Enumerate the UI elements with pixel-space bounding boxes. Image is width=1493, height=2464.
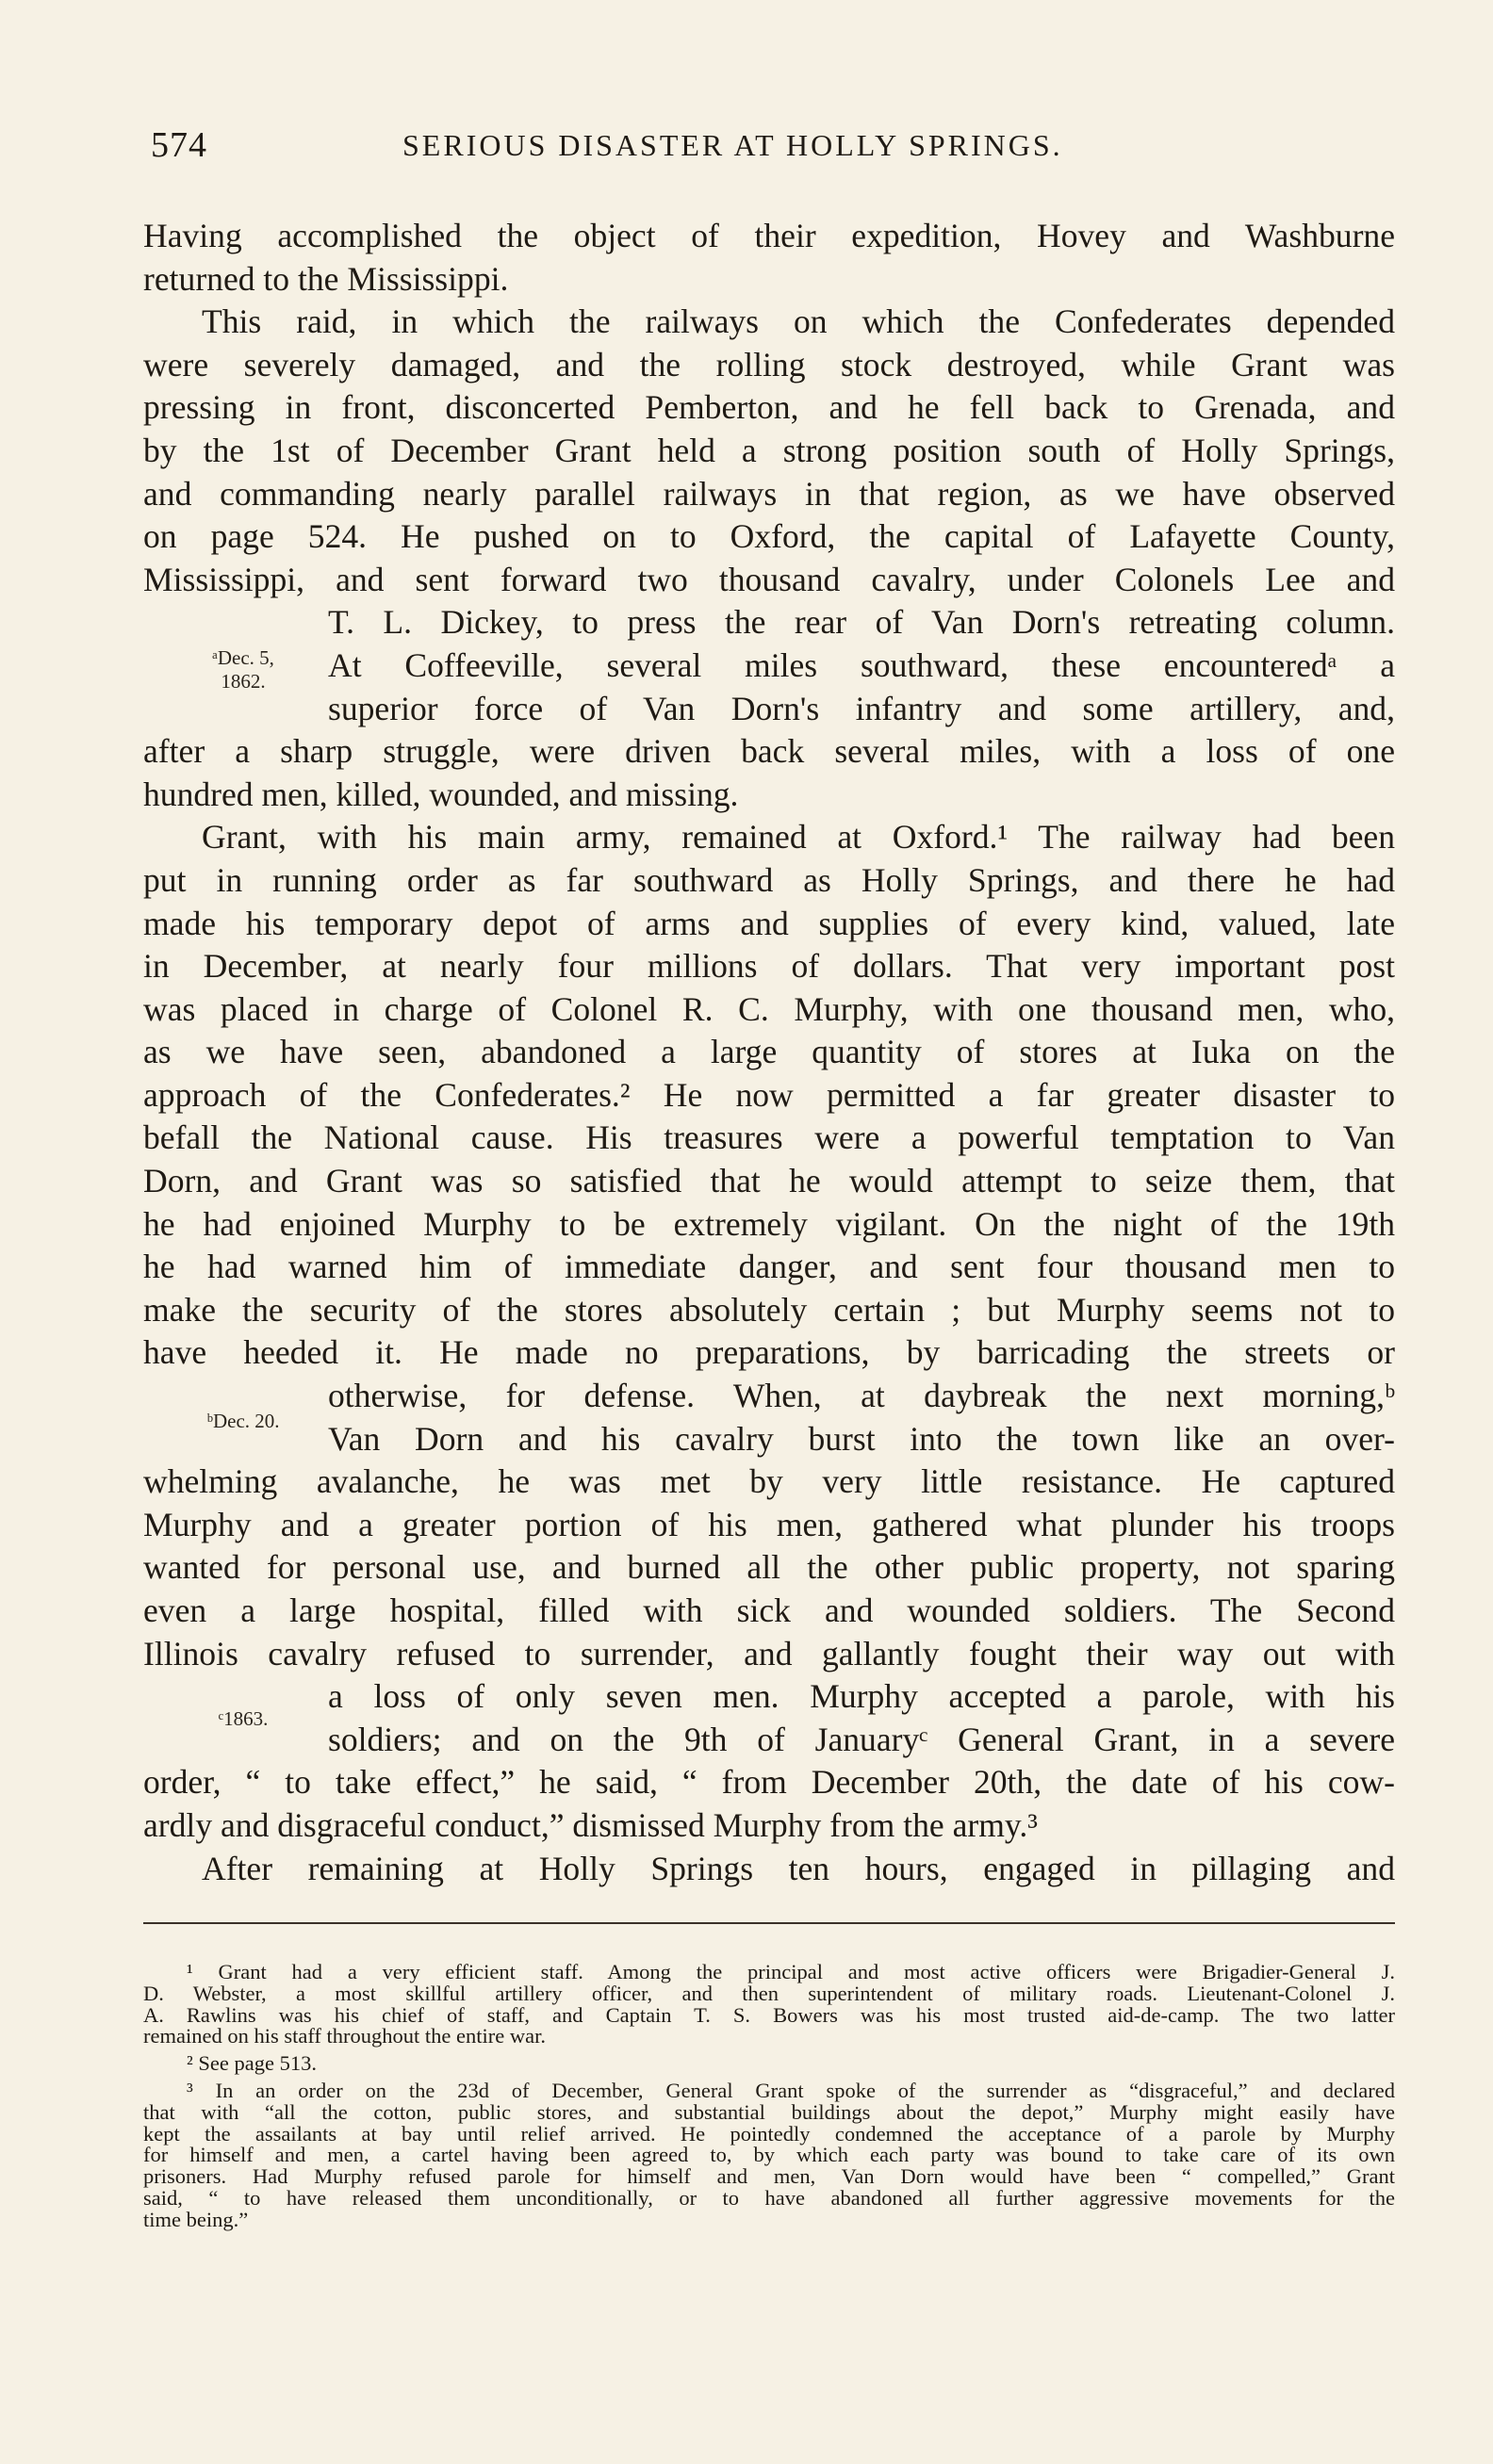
- body-line: he had warned him of immediate danger, and sent four thousand men to: [143, 1248, 1395, 1286]
- body-line: approach of the Confederates.² He now permitted a far greater disaster to: [143, 1075, 1395, 1114]
- body-line: Illinois cavalry refused to surrender, and gallantly fought their way out with: [143, 1634, 1395, 1673]
- footnote-line: for himself and men, a cartel having been agreed to, by which each party was bound to take care of its own: [143, 2143, 1395, 2167]
- body-line: hundred men, killed, wounded, and missing.: [143, 775, 739, 813]
- body-line: pressing in front, disconcerted Pemberton, and he fell back to Grenada, and: [143, 388, 1395, 427]
- footnote-line: remained on his staff throughout the entire war.: [143, 2024, 546, 2048]
- body-line: after a sharp struggle, were driven back several miles, with a loss of one: [143, 732, 1395, 771]
- sidenote-dec-20: ᵇDec. 20.: [206, 1410, 280, 1432]
- body-line: in December, at nearly four millions of dollars. That very important post: [143, 947, 1395, 986]
- body-line: he had enjoined Murphy to be extremely vigilant. On the night of the 19th: [143, 1204, 1395, 1243]
- footnote-rule: [143, 1922, 1395, 1924]
- body-line: Having accomplished the object of their expedition, Hovey and Washburne: [143, 217, 1395, 254]
- body-line: wanted for personal use, and burned all the other public property, not sparing: [143, 1548, 1395, 1587]
- footnote-line: that with “all the cotton, public stores, and substantial buildings about the depot,” Murphy might easily have: [143, 2099, 1395, 2124]
- body-line: by the 1st of December Grant held a strong position south of Holly Springs,: [143, 431, 1395, 469]
- footnote-line: ¹ Grant had a very efficient staff. Among the principal and most active officers were Brigadier-General J.: [187, 1960, 1395, 1983]
- body-line: Dorn, and Grant was so satisfied that he would attempt to seize them, that: [143, 1162, 1395, 1200]
- body-line: soldiers; and on the 9th of Januaryᶜ General Grant, in a severe: [328, 1720, 1395, 1758]
- body-line: were severely damaged, and the rolling stock destroyed, while Grant was: [143, 345, 1395, 383]
- body-line: put in running order as far southward as Holly Springs, and there he had: [143, 860, 1395, 899]
- body-line: Murphy and a greater portion of his men, gathered what plunder his troops: [143, 1505, 1395, 1543]
- body-line: whelming avalanche, he was met by very little resistance. He captured: [143, 1462, 1395, 1501]
- sidenote-1863: ᶜ1863.: [218, 1707, 269, 1730]
- body-line: At Coffeeville, several miles southward, these encounteredᵃ a: [328, 645, 1395, 684]
- body-line: Mississippi, and sent forward two thousand cavalry, under Colonels Lee and: [143, 560, 1395, 598]
- body-line: befall the National cause. His treasures were a powerful temptation to Van: [143, 1118, 1395, 1157]
- body-line: make the security of the stores absolutely certain ; but Murphy seems not to: [143, 1290, 1395, 1329]
- body-text: [143, 215, 1395, 1890]
- body-line: made his temporary depot of arms and supplies of every kind, valued, late: [143, 904, 1395, 942]
- sidenote-dec-5: ᵃDec. 5, 1862.: [212, 646, 274, 693]
- body-line: ardly and disgraceful conduct,” dismissed Murphy from the army.³: [143, 1805, 1038, 1844]
- footnote-line: prisoners. Had Murphy refused parole for himself and men, Van Dorn would have been “ compelled,” Grant: [143, 2164, 1395, 2189]
- body-line: even a large hospital, filled with sick and wounded soldiers. The Second: [143, 1591, 1395, 1629]
- body-line: otherwise, for defense. When, at daybreak the next morning,ᵇ: [328, 1377, 1395, 1415]
- footnotes: [143, 1962, 1395, 2231]
- body-line: Van Dorn and his cavalry burst into the town like an over-: [328, 1419, 1395, 1458]
- body-line: and commanding nearly parallel railways in that region, as we have observed: [143, 474, 1395, 513]
- footnote-line: ³ In an order on the 23d of December, General Grant spoke of the surrender as “disgraceful,” and declared: [187, 2078, 1395, 2102]
- running-head: SERIOUS DISASTER AT HOLLY SPRINGS.: [402, 128, 1063, 162]
- footnote-line: ² See page 513.: [187, 2051, 317, 2076]
- body-line: on page 524. He pushed on to Oxford, the capital of Lafayette County,: [143, 517, 1395, 556]
- footnote-line: D. Webster, a most skillful artillery officer, and then superintendent of military roads. Lieutenant-Colonel J.: [143, 1981, 1395, 2005]
- body-line: Grant, with his main army, remained at Oxford.¹ The railway had been: [202, 818, 1395, 857]
- page-number: 574: [151, 125, 207, 165]
- footnote-line: A. Rawlins was his chief of staff, and Captain T. S. Bowers was his most trusted aid-de-camp. The two latter: [143, 2002, 1395, 2027]
- body-line: After remaining at Holly Springs ten hours, engaged in pillaging and: [202, 1849, 1395, 1887]
- body-line: was placed in charge of Colonel R. C. Murphy, with one thousand men, who,: [143, 989, 1395, 1028]
- footnote-line: said, “ to have released them unconditionally, or to have abandoned all further aggressive movements for the: [143, 2185, 1395, 2210]
- body-line: as we have seen, abandoned a large quantity of stores at Iuka on the: [143, 1033, 1395, 1071]
- footnote-line: kept the assailants at bay until relief arrived. He pointedly condemned the acceptance of a parole by Murphy: [143, 2121, 1395, 2146]
- body-line: superior force of Van Dorn's infantry and some artillery, and,: [328, 689, 1395, 727]
- page-header: [146, 124, 1390, 170]
- body-line: a loss of only seven men. Murphy accepted a parole, with his: [328, 1677, 1395, 1716]
- body-line: returned to the Mississippi.: [143, 259, 509, 298]
- body-line: order, “ to take effect,” he said, “ from December 20th, the date of his cow-: [143, 1763, 1395, 1802]
- footnote-line: time being.”: [143, 2207, 249, 2231]
- body-line: T. L. Dickey, to press the rear of Van Dorn's retreating column.: [328, 603, 1395, 642]
- body-line: have heeded it. He made no preparations, by barricading the streets or: [143, 1333, 1395, 1372]
- body-line: This raid, in which the railways on which the Confederates depended: [202, 302, 1395, 341]
